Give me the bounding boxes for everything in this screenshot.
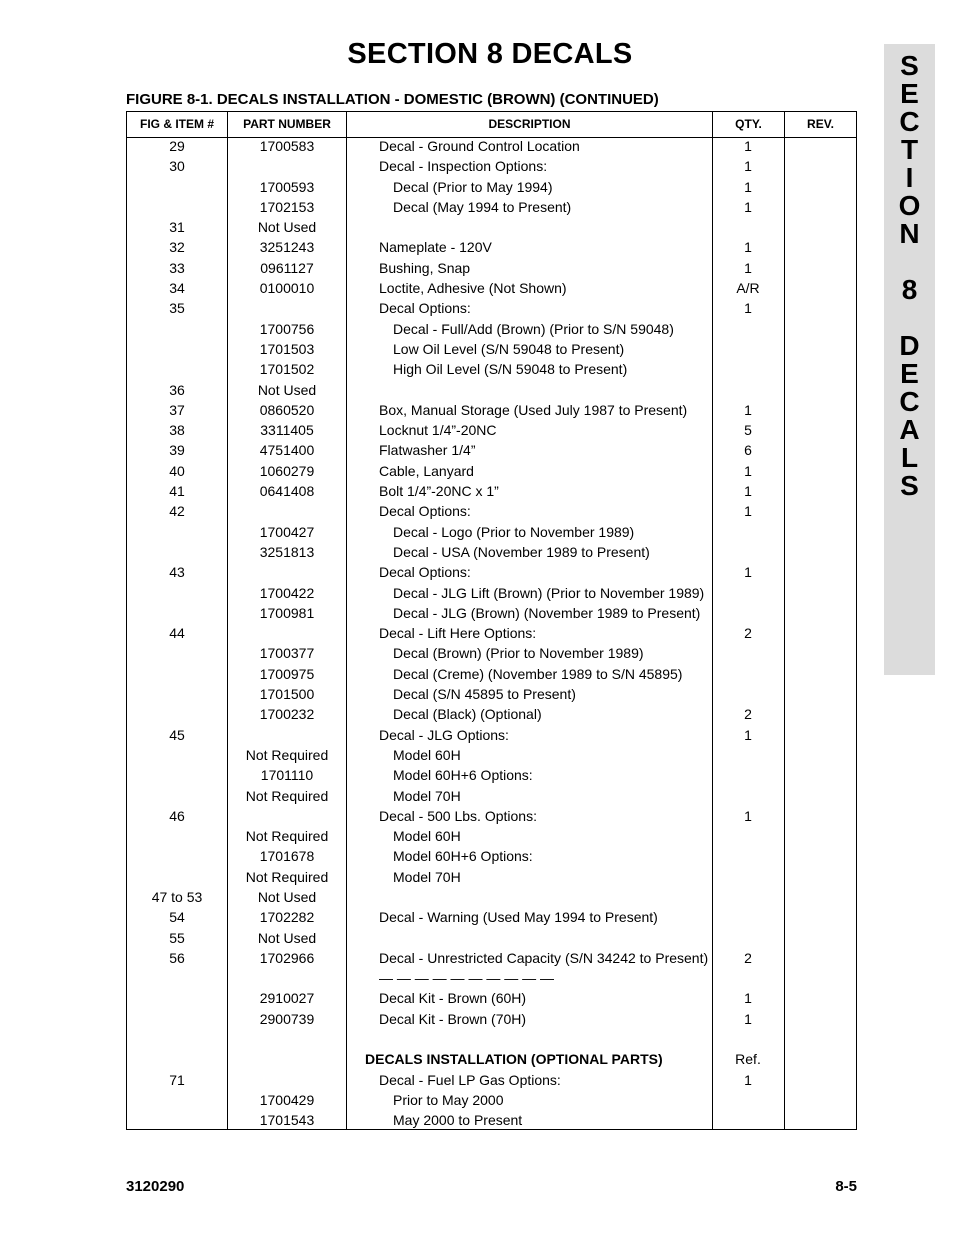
fig-item-cell: 54 xyxy=(169,909,185,926)
description-cell: Decal - JLG (Brown) (November 1989 to Present) xyxy=(393,604,701,621)
part-number-cell: 1700975 xyxy=(259,665,315,682)
table-row xyxy=(127,625,856,645)
table-row xyxy=(127,585,856,605)
description-cell: DECALS INSTALLATION (OPTIONAL PARTS) xyxy=(365,1051,663,1068)
table-row xyxy=(127,1072,856,1092)
table-row xyxy=(127,524,856,544)
part-number-cell: Not Used xyxy=(257,929,317,946)
part-number-cell: Not Used xyxy=(257,888,317,905)
description-cell: Decal (Prior to May 1994) xyxy=(393,178,553,195)
qty-cell: 5 xyxy=(744,422,752,439)
part-number-cell: Not Used xyxy=(257,219,317,236)
table-body xyxy=(127,138,856,1133)
description-cell: Decal Options: xyxy=(379,300,471,317)
part-number-cell: 1701502 xyxy=(259,361,315,378)
description-cell: High Oil Level (S/N 59048 to Present) xyxy=(393,361,628,378)
table-row xyxy=(127,930,856,950)
fig-item-cell: 33 xyxy=(169,259,185,276)
part-number-cell: 0961127 xyxy=(260,259,314,276)
fig-item-cell: 31 xyxy=(169,219,185,236)
table-row xyxy=(127,767,856,787)
header-description: DESCRIPTION xyxy=(488,117,571,131)
qty-cell: 1 xyxy=(744,300,752,317)
qty-cell: 1 xyxy=(744,239,752,256)
description-cell: Decal - Inspection Options: xyxy=(379,158,548,175)
table-row xyxy=(127,990,856,1010)
part-number-cell: 1702966 xyxy=(259,949,315,966)
part-number-cell: 1060279 xyxy=(259,462,315,479)
part-number-cell: Not Required xyxy=(245,868,329,885)
part-number-cell: 2900739 xyxy=(259,1010,315,1027)
table-row xyxy=(127,869,856,889)
table-row xyxy=(127,463,856,483)
fig-item-cell: 32 xyxy=(169,239,185,256)
description-cell: Decal - JLG Lift (Brown) (Prior to November 1989) xyxy=(393,584,705,601)
description-cell: Prior to May 2000 xyxy=(393,1091,504,1108)
part-number-cell: 1701110 xyxy=(260,767,314,784)
qty-cell: 1 xyxy=(744,1071,752,1088)
side-tab-letter: C xyxy=(899,106,920,137)
part-number-cell: 3251243 xyxy=(259,239,315,256)
fig-item-cell: 44 xyxy=(169,625,185,642)
description-cell: Nameplate - 120V xyxy=(379,239,492,256)
fig-item-cell: 30 xyxy=(169,158,185,175)
part-number-cell: 1700756 xyxy=(259,320,315,337)
description-cell: Decal - Full/Add (Brown) (Prior to S/N 59048) xyxy=(393,320,674,337)
side-tab-letter: E xyxy=(900,78,919,109)
table-row xyxy=(127,280,856,300)
table-row xyxy=(127,300,856,320)
header-qty: QTY. xyxy=(735,117,762,131)
table-row xyxy=(127,808,856,828)
qty-cell: 1 xyxy=(744,158,752,175)
side-tab-letter: D xyxy=(899,330,920,361)
description-cell: Flatwasher 1/4” xyxy=(379,442,476,459)
description-cell: Decal - Unrestricted Capacity (S/N 34242 to Present) xyxy=(379,949,709,966)
table-row xyxy=(127,544,856,564)
description-cell: Model 60H xyxy=(393,746,461,763)
table-row xyxy=(127,199,856,219)
qty-cell: 1 xyxy=(744,726,752,743)
qty-cell: A/R xyxy=(736,280,760,297)
qty-cell: 1 xyxy=(744,198,752,215)
fig-item-cell: 40 xyxy=(169,462,185,479)
parts-table xyxy=(126,111,857,1130)
description-cell: Model 70H xyxy=(393,868,461,885)
description-cell: Decal Options: xyxy=(379,503,471,520)
description-cell: Box, Manual Storage (Used July 1987 to Present) xyxy=(379,401,688,418)
description-cell: Loctite, Adhesive (Not Shown) xyxy=(379,280,567,297)
part-number-cell: 1702282 xyxy=(259,909,315,926)
part-number-cell: 1701543 xyxy=(259,1112,315,1129)
table-row xyxy=(127,158,856,178)
description-cell: Decal (May 1994 to Present) xyxy=(393,198,572,215)
part-number-cell: 2910027 xyxy=(259,990,315,1007)
figure-title: FIGURE 8-1. DECALS INSTALLATION - DOMESTIC (BROWN) (CONTINUED) xyxy=(126,91,659,108)
fig-item-cell: 47 to 53 xyxy=(151,888,203,905)
part-number-cell: 1700583 xyxy=(259,138,315,154)
side-tab-letter: N xyxy=(899,218,920,249)
description-cell: Cable, Lanyard xyxy=(379,462,474,479)
description-cell: Decal (Creme) (November 1989 to S/N 45895) xyxy=(393,665,683,682)
qty-cell: 2 xyxy=(744,949,752,966)
page-number: 8-5 xyxy=(835,1178,857,1195)
qty-cell: 1 xyxy=(744,178,752,195)
fig-item-cell: 37 xyxy=(169,401,185,418)
description-cell: Decal - Fuel LP Gas Options: xyxy=(379,1071,561,1088)
table-row xyxy=(127,645,856,665)
side-tab-letter: O xyxy=(898,190,921,221)
side-tab-letter: S xyxy=(900,470,919,501)
qty-cell: 2 xyxy=(744,625,752,642)
qty-cell: 1 xyxy=(744,401,752,418)
description-cell: Decal Options: xyxy=(379,564,471,581)
part-number-cell: 1700427 xyxy=(259,523,315,540)
section-side-tab xyxy=(884,44,935,675)
part-number-cell: Not Required xyxy=(245,787,329,804)
fig-item-cell: 55 xyxy=(169,929,185,946)
description-cell: May 2000 to Present xyxy=(393,1112,523,1129)
description-cell: Decal - Ground Control Location xyxy=(379,138,580,154)
part-number-cell: 0100010 xyxy=(259,280,315,297)
table-row xyxy=(127,138,856,158)
side-tab-letter: E xyxy=(900,358,919,389)
table-row xyxy=(127,686,856,706)
fig-item-cell: 42 xyxy=(169,503,185,520)
fig-item-cell: 39 xyxy=(169,442,185,459)
table-row xyxy=(127,747,856,767)
part-number-cell: 1701500 xyxy=(259,686,315,703)
part-number-cell: 4751400 xyxy=(259,442,315,459)
qty-cell: 2 xyxy=(744,706,752,723)
part-number-cell: 1700593 xyxy=(259,178,315,195)
fig-item-cell: 43 xyxy=(169,564,185,581)
part-number-cell: 1701503 xyxy=(259,340,315,357)
fig-item-cell: 56 xyxy=(169,949,185,966)
description-cell: Decal - 500 Lbs. Options: xyxy=(379,807,537,824)
side-tab-letters xyxy=(884,52,935,500)
qty-cell: 1 xyxy=(744,564,752,581)
side-tab-letter xyxy=(884,248,935,276)
table-row xyxy=(127,260,856,280)
header-part-number: PART NUMBER xyxy=(243,117,331,131)
table-row xyxy=(127,1092,856,1112)
table-row xyxy=(127,179,856,199)
part-number-cell: 1700429 xyxy=(259,1091,315,1108)
table-row xyxy=(127,828,856,848)
fig-item-cell: 41 xyxy=(169,483,185,500)
table-row xyxy=(127,341,856,361)
side-tab-letter: T xyxy=(900,134,919,165)
table-row xyxy=(127,564,856,584)
part-number-cell: 1702153 xyxy=(259,198,315,215)
table-row xyxy=(127,1112,856,1132)
description-cell: Model 70H xyxy=(393,787,461,804)
fig-item-cell: 34 xyxy=(169,280,185,297)
qty-cell: 1 xyxy=(744,503,752,520)
qty-cell: 6 xyxy=(744,442,752,459)
description-cell: Model 60H+6 Options: xyxy=(393,767,533,784)
part-number-cell: Not Required xyxy=(245,746,329,763)
description-cell: Decal (S/N 45895 to Present) xyxy=(393,686,576,703)
description-cell: Bushing, Snap xyxy=(379,259,471,276)
table-row xyxy=(127,848,856,868)
part-number-cell: 3251813 xyxy=(259,543,315,560)
qty-cell: 1 xyxy=(744,462,752,479)
description-cell: Decal - USA (November 1989 to Present) xyxy=(393,543,650,560)
part-number-cell: 0641408 xyxy=(259,483,315,500)
description-cell: — — — — — — — — — — xyxy=(379,970,555,987)
description-cell: Decal (Black) (Optional) xyxy=(393,706,542,723)
table-row xyxy=(127,382,856,402)
description-cell: Decal (Brown) (Prior to November 1989) xyxy=(393,645,644,662)
fig-item-cell: 45 xyxy=(169,726,185,743)
description-cell: Low Oil Level (S/N 59048 to Present) xyxy=(393,340,625,357)
part-number-cell: 3311405 xyxy=(260,422,314,439)
table-row xyxy=(127,909,856,929)
qty-cell: Ref. xyxy=(735,1051,761,1068)
description-cell: Decal - JLG Options: xyxy=(379,726,509,743)
qty-cell: 1 xyxy=(744,483,752,500)
table-row xyxy=(127,889,856,909)
fig-item-cell: 38 xyxy=(169,422,185,439)
side-tab-letter: I xyxy=(905,162,914,193)
description-cell: Decal Kit - Brown (60H) xyxy=(379,990,527,1007)
side-tab-letter: A xyxy=(899,414,920,445)
fig-item-cell: 36 xyxy=(169,381,185,398)
qty-cell: 1 xyxy=(744,259,752,276)
table-row xyxy=(127,605,856,625)
table-row xyxy=(127,1031,856,1051)
table-row xyxy=(127,503,856,523)
table-row xyxy=(127,321,856,341)
table-row xyxy=(127,970,856,990)
section-title: SECTION 8 DECALS xyxy=(347,38,633,70)
table-row xyxy=(127,666,856,686)
table-row xyxy=(127,1011,856,1031)
qty-cell: 1 xyxy=(744,138,752,154)
table-row xyxy=(127,727,856,747)
qty-cell: 1 xyxy=(744,990,752,1007)
fig-item-cell: 29 xyxy=(169,138,185,154)
part-number-cell: Not Required xyxy=(245,828,329,845)
description-cell: Decal - Logo (Prior to November 1989) xyxy=(393,523,635,540)
description-cell: Locknut 1/4”-20NC xyxy=(379,422,497,439)
header-fig-item: FIG & ITEM # xyxy=(139,117,214,131)
description-cell: Model 60H xyxy=(393,828,461,845)
side-tab-letter: C xyxy=(899,386,920,417)
part-number-cell: Not Used xyxy=(257,381,317,398)
qty-cell: 1 xyxy=(744,807,752,824)
description-cell: Decal - Lift Here Options: xyxy=(379,625,537,642)
side-tab-letter xyxy=(884,304,935,332)
table-row xyxy=(127,402,856,422)
table-row xyxy=(127,422,856,442)
table-row xyxy=(127,706,856,726)
header-rev: REV. xyxy=(807,117,834,131)
description-cell: Decal Kit - Brown (70H) xyxy=(379,1010,527,1027)
fig-item-cell: 71 xyxy=(169,1071,185,1088)
document-number: 3120290 xyxy=(126,1178,185,1195)
qty-cell: 1 xyxy=(744,1010,752,1027)
table-row xyxy=(127,219,856,239)
table-row xyxy=(127,1051,856,1071)
table-row xyxy=(127,950,856,970)
table-row xyxy=(127,483,856,503)
side-tab-letter: 8 xyxy=(901,274,918,305)
part-number-cell: 1700422 xyxy=(259,584,315,601)
fig-item-cell: 46 xyxy=(169,807,185,824)
description-cell: Decal - Warning (Used May 1994 to Present) xyxy=(379,909,658,926)
description-cell: Bolt 1/4”-20NC x 1” xyxy=(379,483,499,500)
table-row xyxy=(127,361,856,381)
description-cell: Model 60H+6 Options: xyxy=(393,848,533,865)
side-tab-letter: S xyxy=(900,50,919,81)
part-number-cell: 1700232 xyxy=(259,706,315,723)
side-tab-letter: L xyxy=(900,442,919,473)
table-row xyxy=(127,442,856,462)
part-number-cell: 1700981 xyxy=(259,604,315,621)
part-number-cell: 1700377 xyxy=(259,645,315,662)
part-number-cell: 1701678 xyxy=(259,848,315,865)
part-number-cell: 0860520 xyxy=(259,401,315,418)
fig-item-cell: 35 xyxy=(169,300,185,317)
table-row xyxy=(127,239,856,259)
table-row xyxy=(127,788,856,808)
